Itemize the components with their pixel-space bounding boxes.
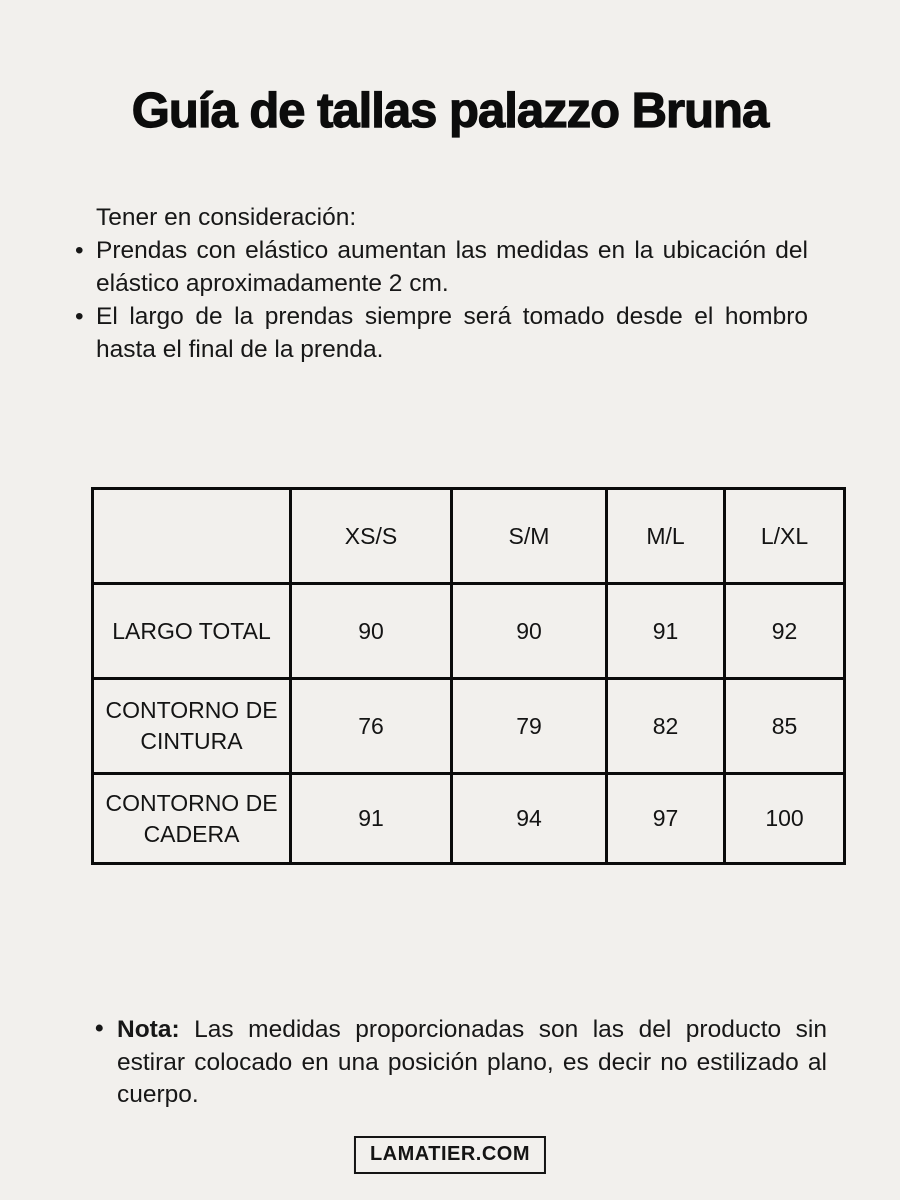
table-cell: 92	[725, 584, 845, 679]
table-header-cell: M/L	[607, 489, 725, 584]
table-cell: 90	[452, 584, 607, 679]
bullet-icon: •	[75, 237, 84, 264]
bullet-icon: •	[75, 303, 84, 330]
table-row	[93, 584, 845, 679]
note-text: Las medidas proporcionadas son las del producto sin estirar colocado en una posición plano, es decir no estilizado al cuerpo.	[117, 1016, 827, 1108]
row-label: CONTORNO DE CINTURA	[93, 679, 291, 774]
table-cell: 82	[607, 679, 725, 774]
table-cell: 91	[291, 774, 452, 864]
considerations-list	[75, 234, 808, 366]
table-header-cell: L/XL	[725, 489, 845, 584]
brand-website-label: LAMATIER.COM	[354, 1136, 546, 1174]
list-item	[75, 234, 808, 300]
table-cell: 90	[291, 584, 452, 679]
table-row	[93, 774, 845, 864]
considerations-heading: Tener en consideración:	[96, 204, 357, 231]
table-cell: 94	[452, 774, 607, 864]
table-cell: 97	[607, 774, 725, 864]
table-header-row	[93, 489, 845, 584]
row-label: LARGO TOTAL	[93, 584, 291, 679]
table-cell: 79	[452, 679, 607, 774]
table-header-cell	[93, 489, 291, 584]
table-cell: 85	[725, 679, 845, 774]
bullet-icon: •	[95, 1015, 104, 1042]
considerations-section	[75, 201, 808, 366]
note-section	[95, 1014, 827, 1112]
table-row	[93, 679, 845, 774]
table-header-cell: XS/S	[291, 489, 452, 584]
page-title: Guía de tallas palazzo Bruna	[131, 83, 769, 138]
consideration-text: Prendas con elástico aumentan las medidas en la ubicación del elástico aproximadamente 2 cm.	[96, 237, 808, 297]
table-cell: 76	[291, 679, 452, 774]
table-header-cell: S/M	[452, 489, 607, 584]
table-cell: 100	[725, 774, 845, 864]
list-item	[75, 300, 808, 366]
size-table	[91, 487, 846, 865]
consideration-text: El largo de la prendas siempre será tomado desde el hombro hasta el final de la prenda.	[96, 303, 808, 363]
table-cell: 91	[607, 584, 725, 679]
row-label: CONTORNO DE CADERA	[93, 774, 291, 864]
note-label: Nota:	[117, 1016, 180, 1043]
